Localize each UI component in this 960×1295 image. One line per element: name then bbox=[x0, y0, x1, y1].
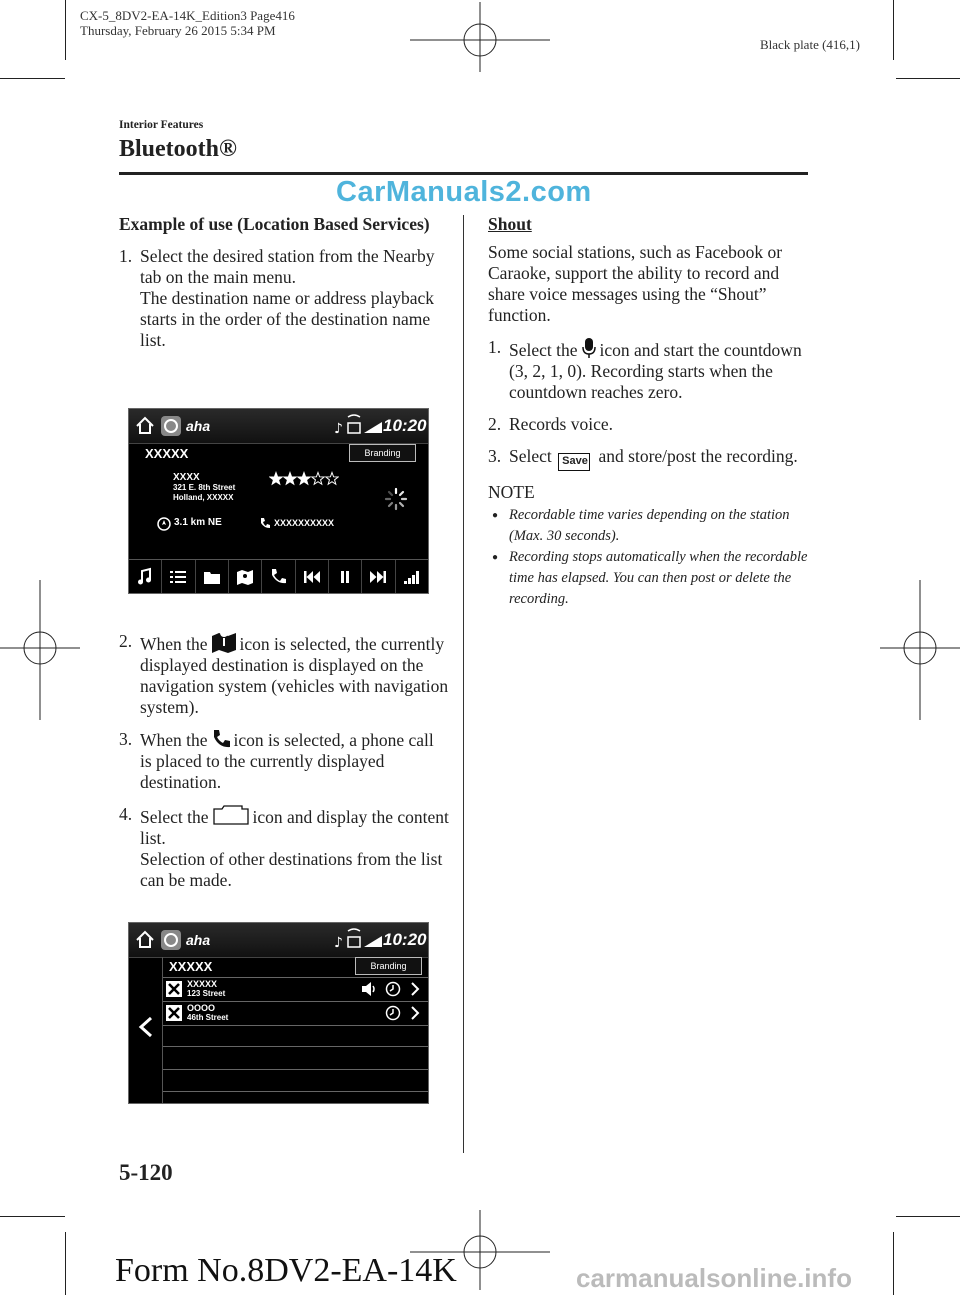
step-text-after: icon is selected, a phone call is placed to the currently displayed destination. bbox=[140, 730, 434, 792]
step-number: 1. bbox=[488, 337, 502, 357]
map-icon bbox=[211, 631, 237, 653]
step-text-after: icon and display the content list. bbox=[140, 807, 449, 848]
step-text: Select the desired station from the Nearby tab on the main menu. bbox=[140, 246, 435, 287]
compass-icon bbox=[157, 517, 171, 531]
section-label: Interior Features bbox=[119, 119, 204, 131]
step-text: Records voice. bbox=[509, 414, 613, 434]
star-filled-icon bbox=[298, 473, 310, 485]
pause-icon[interactable] bbox=[329, 560, 362, 593]
left-column-lower bbox=[119, 631, 449, 902]
phone-icon bbox=[211, 729, 231, 749]
aha-content-list-screen bbox=[128, 922, 429, 1104]
station-name: XXXXX bbox=[169, 959, 213, 974]
shout-step-2 bbox=[488, 414, 813, 435]
phone-icon[interactable] bbox=[262, 560, 295, 593]
address-line-2: Holland, XXXXX bbox=[173, 493, 234, 502]
item-street: 123 Street bbox=[187, 989, 226, 998]
list-empty-row bbox=[163, 1046, 428, 1047]
step-4 bbox=[119, 804, 449, 891]
step-number: 4. bbox=[119, 804, 133, 824]
home-icon[interactable] bbox=[135, 930, 155, 950]
note-text: Recording stops automatically when the recordable time has elapsed. You can then post or delete the recording. bbox=[509, 549, 808, 607]
registration-mark-right bbox=[880, 580, 960, 720]
aha-now-playing-screen bbox=[128, 408, 429, 594]
item-name: OOOO bbox=[187, 1003, 216, 1013]
distance: 3.1 km NE bbox=[174, 517, 222, 528]
playback-toolbar bbox=[129, 559, 428, 593]
step-text-before: Select the bbox=[509, 340, 578, 360]
step-3 bbox=[119, 729, 449, 793]
speaker-icon bbox=[361, 981, 377, 997]
print-date-line: Thursday, February 26 2015 5:34 PM bbox=[80, 23, 276, 38]
step-text-before: Select bbox=[509, 446, 552, 466]
screen-status-bar bbox=[129, 923, 428, 958]
note-item: ● Recording stops automatically when the recordable time has elapsed. You can then post or delete the recording. bbox=[492, 549, 808, 607]
save-button: Save bbox=[558, 453, 590, 471]
app-name: aha bbox=[186, 418, 211, 434]
phone-number: XXXXXXXXXX bbox=[274, 518, 335, 528]
status-icons bbox=[334, 413, 386, 439]
clock: 10:20 bbox=[383, 930, 427, 949]
close-box-icon[interactable] bbox=[165, 980, 183, 998]
page-title: Bluetooth® bbox=[119, 136, 237, 162]
svg-text:♪: ♪ bbox=[334, 421, 343, 437]
chevron-right-icon[interactable] bbox=[409, 981, 421, 997]
star-filled-icon bbox=[284, 473, 296, 485]
list-item[interactable] bbox=[163, 978, 428, 1002]
equalizer-icon[interactable] bbox=[396, 560, 428, 593]
star-empty-icon bbox=[326, 473, 338, 485]
music-note-icon[interactable] bbox=[129, 560, 162, 593]
microphone-icon bbox=[581, 337, 597, 359]
folder-icon[interactable] bbox=[196, 560, 229, 593]
shout-heading: Shout bbox=[488, 214, 532, 234]
svg-text:♪: ♪ bbox=[334, 935, 343, 951]
step-text-after: and store/post the recording. bbox=[598, 446, 798, 466]
aha-logo-icon bbox=[160, 929, 182, 951]
back-arrow-icon[interactable] bbox=[137, 1015, 155, 1039]
address-line-1: 321 E. 8th Street bbox=[173, 483, 236, 492]
list-item[interactable] bbox=[163, 1002, 428, 1026]
step-subtext: Selection of other destinations from the list can be made. bbox=[140, 849, 443, 890]
page-number: 5-120 bbox=[119, 1160, 173, 1185]
map-icon[interactable] bbox=[229, 560, 262, 593]
home-icon[interactable] bbox=[135, 416, 155, 436]
plate-label: Black plate (416,1) bbox=[760, 37, 860, 52]
registration-mark-left bbox=[0, 580, 80, 720]
next-icon[interactable] bbox=[362, 560, 395, 593]
step-1 bbox=[119, 246, 449, 351]
step-2 bbox=[119, 631, 449, 718]
step-number: 1. bbox=[119, 246, 133, 266]
step-text-before: Select the bbox=[140, 807, 209, 827]
chevron-right-icon[interactable] bbox=[409, 1005, 421, 1021]
watermark-bottom: carmanualsonline.info bbox=[576, 1263, 852, 1293]
left-column bbox=[119, 214, 449, 362]
step-text-before: When the bbox=[140, 730, 208, 750]
loading-spinner-icon bbox=[384, 487, 408, 511]
note-text: Recordable time varies depending on the station (Max. 30 seconds). bbox=[509, 507, 790, 544]
note-label: NOTE bbox=[488, 482, 535, 502]
clock: 10:20 bbox=[383, 416, 427, 435]
branding-box: Branding bbox=[355, 957, 422, 975]
note-item: ● Recordable time varies depending on the station (Max. 30 seconds). bbox=[492, 507, 790, 544]
item-name: XXXXX bbox=[187, 979, 218, 989]
item-street: 46th Street bbox=[187, 1013, 229, 1022]
step-text-after: icon is selected, the currently displayed destination is displayed on the navigation system (vehicles with navigation system). bbox=[140, 634, 449, 717]
aha-logo-icon bbox=[160, 415, 182, 437]
clock-icon bbox=[385, 1005, 401, 1021]
star-filled-icon bbox=[270, 473, 282, 485]
branding-box: Branding bbox=[349, 444, 416, 462]
shout-intro: Some social stations, such as Facebook or Caraoke, support the ability to record and share voice messages using the “Shout” function. bbox=[488, 242, 783, 325]
step-number: 3. bbox=[119, 729, 133, 749]
step-number: 3. bbox=[488, 446, 502, 466]
column-divider bbox=[463, 215, 464, 1153]
screen-status-bar bbox=[129, 409, 428, 444]
previous-icon[interactable] bbox=[296, 560, 329, 593]
step-subtext: The destination name or address playback starts in the order of the destination name list. bbox=[140, 288, 434, 350]
registration-mark-top bbox=[410, 2, 550, 72]
form-number: Form No.8DV2-EA-14K bbox=[115, 1252, 457, 1289]
step-number: 2. bbox=[119, 631, 133, 651]
clock-icon bbox=[385, 981, 401, 997]
status-icons bbox=[334, 927, 386, 953]
close-box-icon[interactable] bbox=[165, 1004, 183, 1022]
list-empty-row bbox=[163, 1091, 428, 1092]
star-empty-icon bbox=[312, 473, 324, 485]
star-rating bbox=[269, 471, 339, 487]
list-icon[interactable] bbox=[162, 560, 195, 593]
destination-name: XXXX bbox=[173, 472, 200, 483]
step-text-before: When the bbox=[140, 634, 208, 654]
right-column bbox=[488, 214, 813, 610]
example-heading: Example of use (Location Based Services) bbox=[119, 214, 430, 234]
station-name: XXXXX bbox=[145, 446, 189, 461]
print-file-line: CX-5_8DV2-EA-14K_Edition3 Page416 bbox=[80, 8, 295, 23]
app-name: aha bbox=[186, 932, 211, 948]
watermark-top: CarManuals2.com bbox=[336, 176, 592, 208]
shout-step-3 bbox=[488, 446, 813, 471]
step-text-after: icon and start the countdown (3, 2, 1, 0). Recording starts when the countdown reaches zero. bbox=[509, 340, 802, 402]
list-empty-row bbox=[163, 1069, 428, 1070]
folder-icon bbox=[212, 804, 250, 826]
title-rule bbox=[119, 172, 808, 175]
phone-small-icon bbox=[259, 517, 271, 529]
shout-step-1 bbox=[488, 337, 813, 403]
step-number: 2. bbox=[488, 414, 502, 434]
